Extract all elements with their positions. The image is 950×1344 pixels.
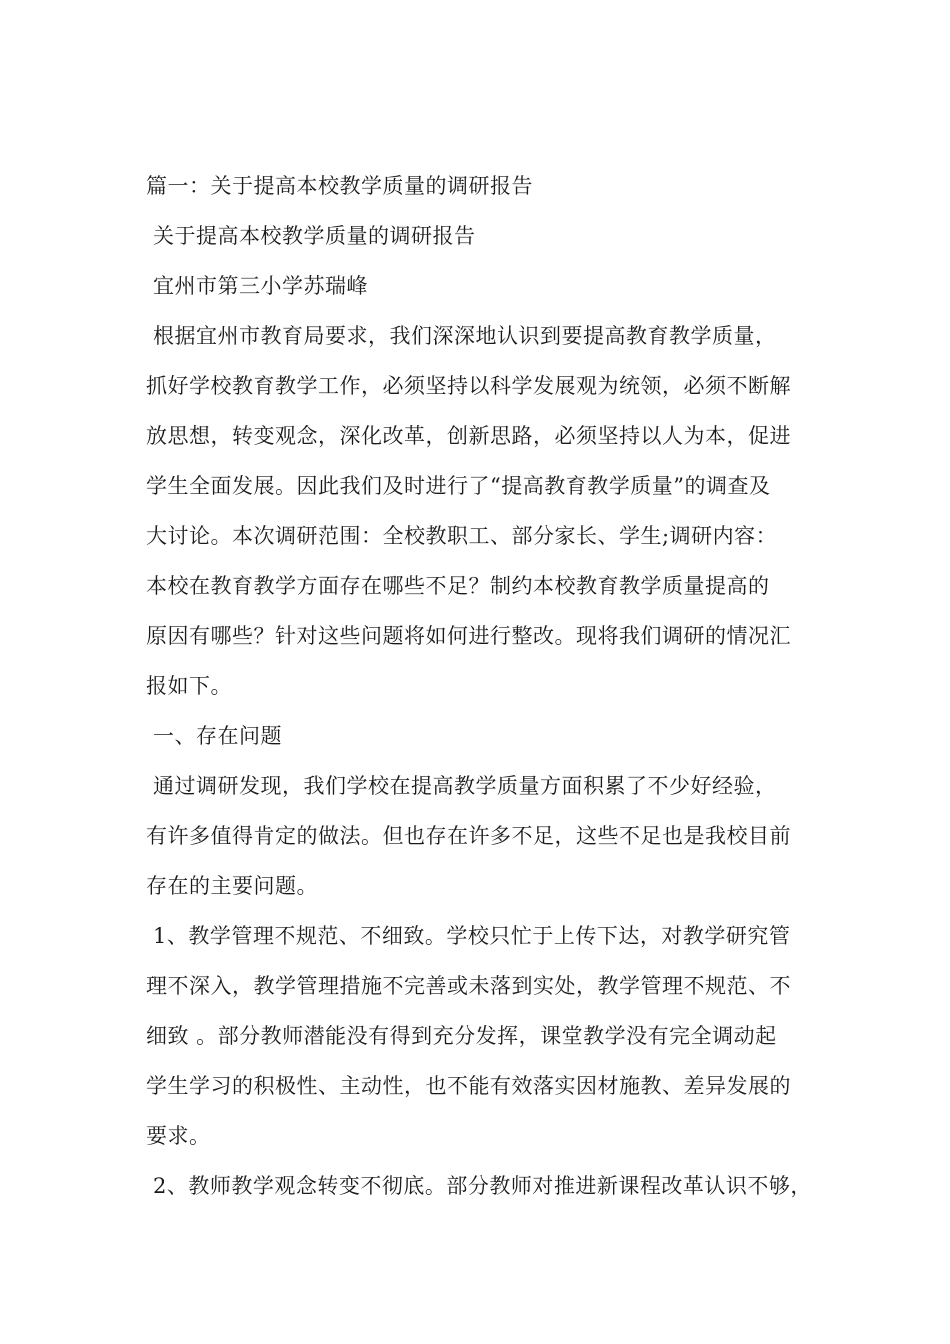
paragraph-line: 细致 。部分教师潜能没有得到充分发挥，课堂教学没有完全调动起 xyxy=(146,1024,777,1048)
paragraph-line: 抓好学校教育教学工作，必须坚持以科学发展观为统领，必须不断解 xyxy=(146,374,791,398)
document-heading: 篇一：关于提高本校教学质量的调研报告 xyxy=(146,174,533,198)
paragraph-line: 要求。 xyxy=(146,1124,211,1148)
paragraph-line: 理不深入，教学管理措施不完善或未落到实处，教学管理不规范、不 xyxy=(146,974,791,998)
paragraph-line: 放思想，转变观念，深化改革，创新思路，必须坚持以人为本，促进 xyxy=(146,424,791,448)
paragraph-line: 通过调研发现，我们学校在提高教学质量方面积累了不少好经验， xyxy=(153,774,777,798)
paragraph-line: 学生全面发展。因此我们及时进行了“提高教育教学质量”的调查及 xyxy=(146,474,771,498)
paragraph-line: 1、教学管理不规范、不细致。学校只忙于上传下达，对教学研究管 xyxy=(153,924,791,948)
paragraph-line: 大讨论。本次调研范围：全校教职工、部分家长、学生;调研内容： xyxy=(146,524,778,548)
document-author: 宜州市第三小学苏瑞峰 xyxy=(153,274,368,298)
paragraph-line: 本校在教育教学方面存在哪些不足？制约本校教育教学质量提高的 xyxy=(146,574,770,598)
paragraph-line: 原因有哪些？针对这些问题将如何进行整改。现将我们调研的情况汇 xyxy=(146,624,791,648)
paragraph-line: 存在的主要问题。 xyxy=(146,874,318,898)
paragraph-line: 学生学习的积极性、主动性，也不能有效落实因材施教、差异发展的 xyxy=(146,1074,791,1098)
document-title: 关于提高本校教学质量的调研报告 xyxy=(153,224,476,248)
paragraph-line: 根据宜州市教育局要求，我们深深地认识到要提高教育教学质量， xyxy=(153,324,777,348)
paragraph-line: 2、教师教学观念转变不彻底。部分教师对推进新课程改革认识不够， xyxy=(153,1174,812,1198)
section-heading: 一、存在问题 xyxy=(153,724,282,748)
paragraph-line: 报如下。 xyxy=(146,674,232,698)
paragraph-line: 有许多值得肯定的做法。但也存在许多不足，这些不足也是我校目前 xyxy=(146,824,791,848)
